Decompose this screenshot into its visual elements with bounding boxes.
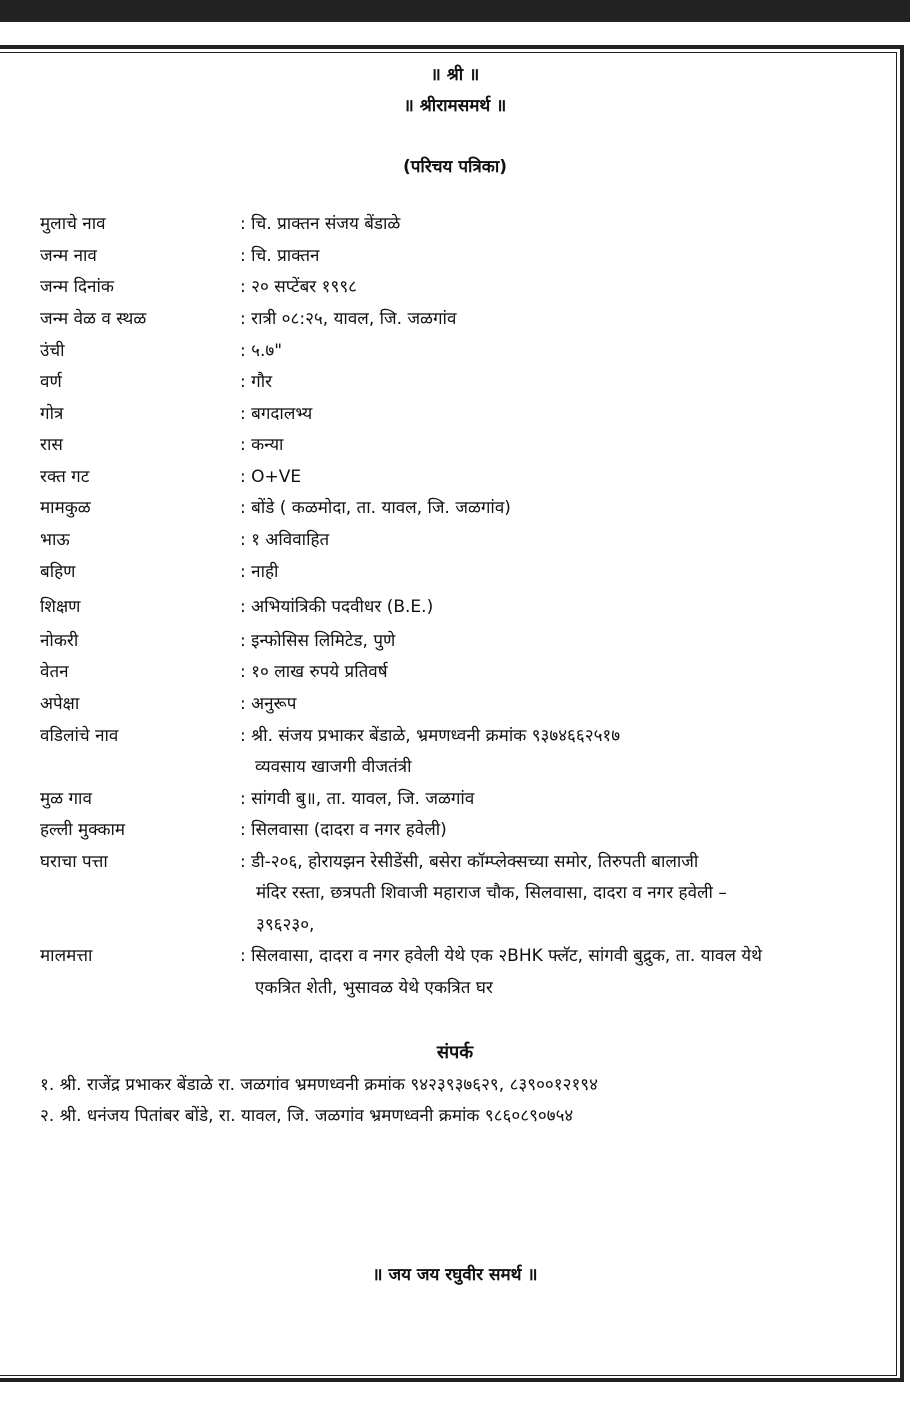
detail-value: : श्री. संजय प्रभाकर बेंडाळे, भ्रमणध्वनी क्रमांक ९३७४६६२५१७ bbox=[240, 726, 621, 746]
detail-value: : डी-२०६, होरायझन रेसीडेंसी, बसेरा कॉम्प्लेक्सच्या समोर, तिरुपती बालाजी bbox=[240, 852, 699, 872]
detail-value: : अभियांत्रिकी पदवीधर (B.E.) bbox=[240, 597, 434, 617]
detail-value: : अनुरूप bbox=[240, 694, 297, 714]
detail-label: भाऊ bbox=[40, 530, 70, 550]
detail-value: : रात्री ०८:२५, यावल, जि. जळगांव bbox=[240, 309, 457, 329]
detail-label: घराचा पत्ता bbox=[40, 852, 108, 872]
detail-label: जन्म दिनांक bbox=[40, 277, 114, 297]
invocation-shri: ॥ श्री ॥ bbox=[430, 65, 480, 85]
detail-value: : O+VE bbox=[240, 467, 302, 487]
detail-label: जन्म वेळ व स्थळ bbox=[40, 309, 147, 329]
detail-value: : कन्या bbox=[240, 435, 284, 455]
detail-label: रास bbox=[40, 435, 63, 455]
detail-value: : ५.७" bbox=[240, 341, 283, 361]
detail-label: मालमत्ता bbox=[40, 946, 93, 966]
detail-value: : १० लाख रुपये प्रतिवर्ष bbox=[240, 662, 388, 682]
contact-line: २. श्री. धनंजय पितांबर बोंडे, रा. यावल, जि. जळगांव भ्रमणध्वनी क्रमांक ९८६०८९०७५४ bbox=[40, 1106, 574, 1126]
detail-label: बहिण bbox=[40, 562, 76, 582]
detail-value: : नाही bbox=[240, 562, 279, 582]
top-bar bbox=[0, 0, 910, 22]
invocation-shriramsamarth: ॥ श्रीरामसमर्थ ॥ bbox=[403, 96, 507, 116]
detail-value: : सांगवी बु॥, ता. यावल, जि. जळगांव bbox=[240, 789, 475, 809]
detail-label: वेतन bbox=[40, 662, 69, 682]
detail-value: : चि. प्राक्तन bbox=[240, 246, 320, 266]
detail-value: : बोंडे ( कळमोदा, ता. यावल, जि. जळगांव) bbox=[240, 498, 511, 518]
detail-label: जन्म नाव bbox=[40, 246, 97, 266]
detail-label: अपेक्षा bbox=[40, 694, 80, 714]
detail-value-continued: मंदिर रस्ता, छत्रपती शिवाजी महाराज चौक, सिलवासा, दादरा व नगर हवेली – bbox=[256, 883, 727, 903]
detail-value: : सिलवासा, दादरा व नगर हवेली येथे एक २BHK फ्लॅट, सांगवी बुद्रुक, ता. यावल येथे bbox=[240, 946, 762, 966]
detail-label: मामकुळ bbox=[40, 498, 91, 518]
detail-label: मुलाचे नाव bbox=[40, 214, 106, 234]
detail-value-continued: ३९६२३०, bbox=[256, 915, 315, 935]
contact-line: १. श्री. राजेंद्र प्रभाकर बेंडाळे रा. जळगांव भ्रमणध्वनी क्रमांक ९४२३९३७६२९, ८३९००१२१९४ bbox=[40, 1075, 598, 1095]
detail-value: : चि. प्राक्तन संजय बेंडाळे bbox=[240, 214, 401, 234]
detail-label: नोकरी bbox=[40, 631, 79, 651]
detail-value-continued: एकत्रित शेती, भुसावळ येथे एकत्रित घर bbox=[255, 978, 493, 998]
detail-value: : बगदालभ्य bbox=[240, 404, 313, 424]
detail-label: गोत्र bbox=[40, 404, 64, 424]
detail-value: : गौर bbox=[240, 372, 273, 392]
detail-value: : इन्फोसिस लिमिटेड, पुणे bbox=[240, 631, 396, 651]
detail-label: उंची bbox=[40, 341, 65, 361]
detail-label: वडिलांचे नाव bbox=[40, 726, 119, 746]
detail-label: शिक्षण bbox=[40, 597, 81, 617]
detail-label: मुळ गाव bbox=[40, 789, 92, 809]
detail-label: रक्त गट bbox=[40, 467, 90, 487]
contact-heading: संपर्क bbox=[436, 1042, 474, 1063]
detail-value: : २० सप्टेंबर १९९८ bbox=[240, 277, 358, 297]
detail-label: वर्ण bbox=[40, 372, 62, 392]
document-title: (परिचय पत्रिका) bbox=[402, 157, 508, 177]
detail-value: : १ अविवाहित bbox=[240, 530, 330, 550]
footer-blessing: ॥ जय जय रघुवीर समर्थ ॥ bbox=[372, 1265, 538, 1285]
detail-value-continued: व्यवसाय खाजगी वीजतंत्री bbox=[255, 757, 412, 777]
detail-value: : सिलवासा (दादरा व नगर हवेली) bbox=[240, 820, 447, 840]
detail-label: हल्ली मुक्काम bbox=[40, 820, 126, 840]
